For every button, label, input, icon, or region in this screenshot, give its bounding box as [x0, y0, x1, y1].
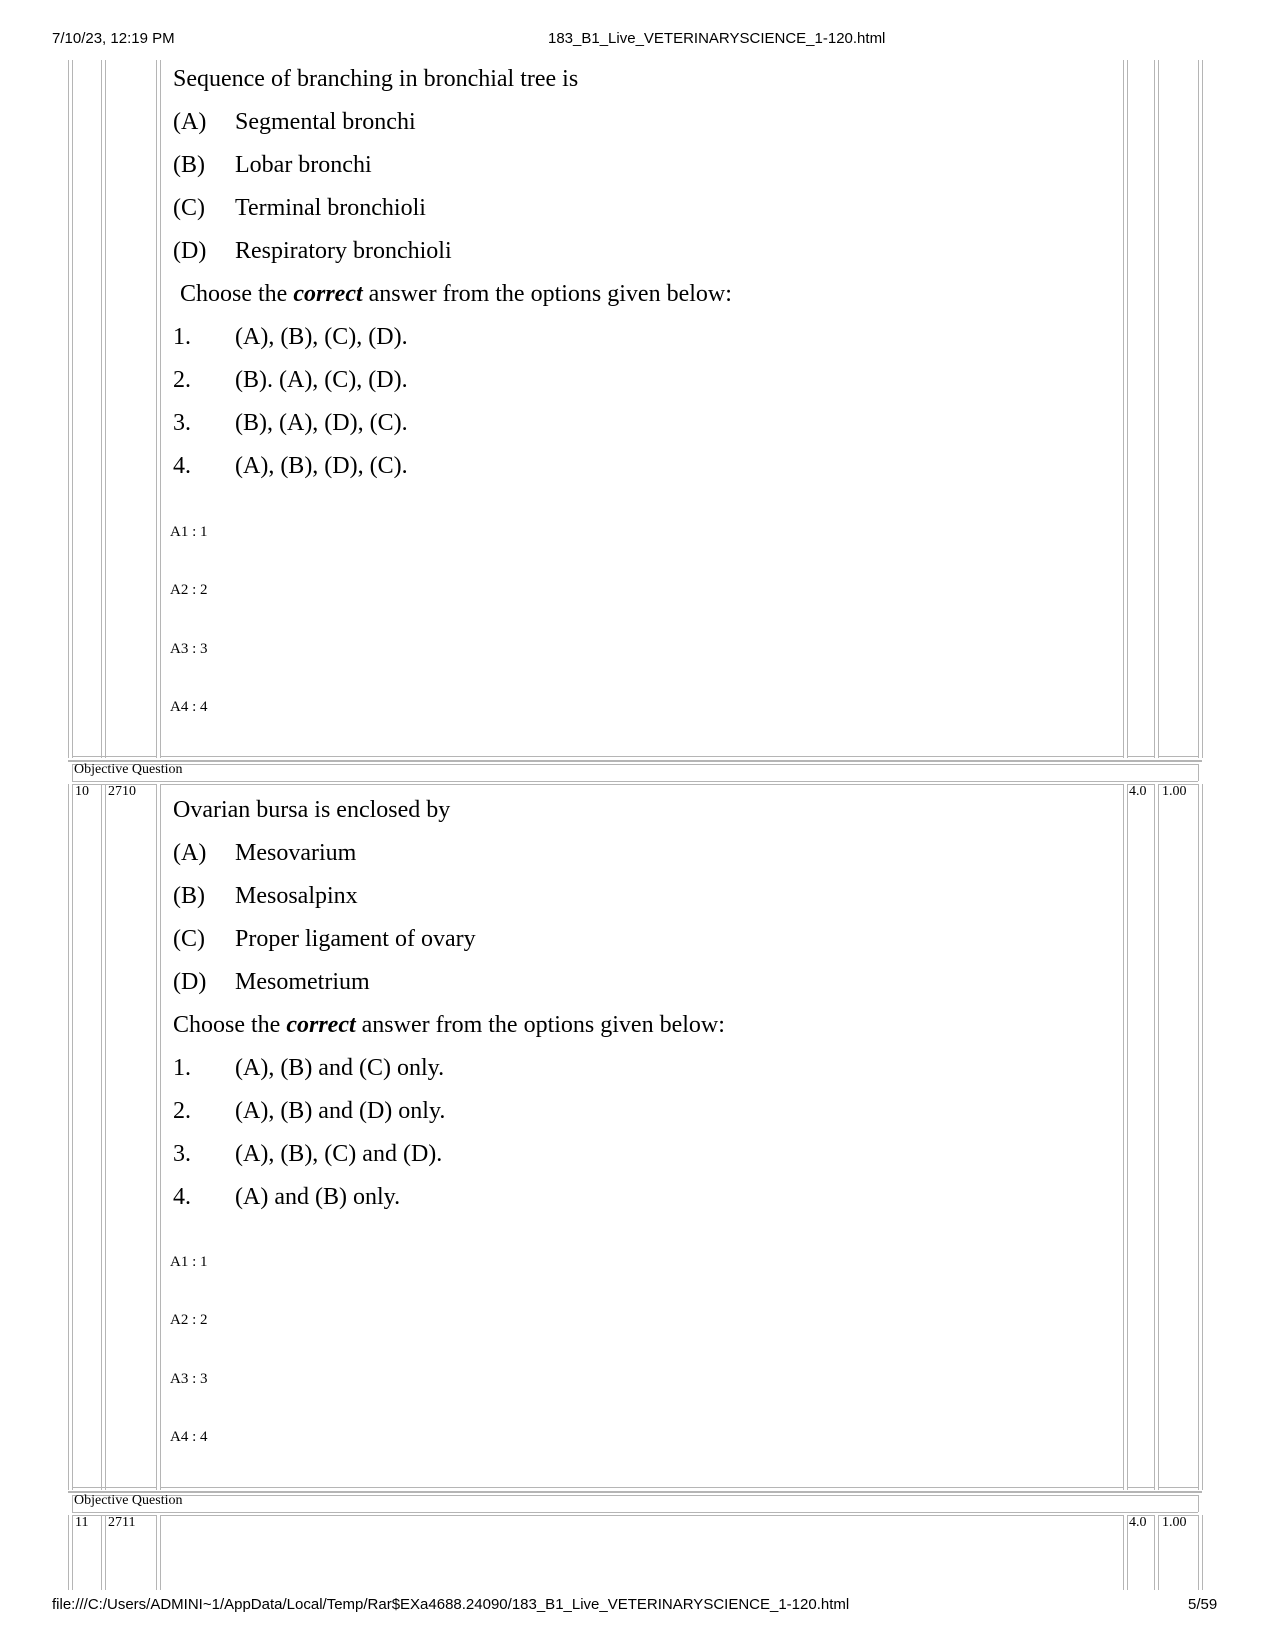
- choice-text: (A), (B) and (C) only.: [235, 1055, 445, 1081]
- instruction-post: answer from the options given below:: [361, 1012, 725, 1038]
- page-number: 5/59: [1188, 1596, 1218, 1613]
- answer-option: A3 : 3: [170, 641, 208, 657]
- print-datetime: 7/10/23, 12:19 PM: [52, 30, 175, 47]
- choice-text: (A) and (B) only.: [235, 1184, 401, 1210]
- item-text: Segmental bronchi: [235, 109, 416, 135]
- choice-number: 3.: [173, 410, 191, 436]
- answer-option: A2 : 2: [170, 582, 208, 598]
- answer-option: A4 : 4: [170, 699, 208, 715]
- section-label: Objective Question: [74, 1493, 183, 1508]
- choice-number: 1.: [173, 324, 191, 350]
- choice-number: 2.: [173, 367, 191, 393]
- negative-marks: 1.00: [1162, 1515, 1187, 1530]
- answer-option: A2 : 2: [170, 1312, 208, 1328]
- item-letter: (B): [173, 883, 205, 909]
- question-id: 2711: [108, 1515, 136, 1530]
- item-letter: (C): [173, 195, 205, 221]
- choice-number: 4.: [173, 1184, 191, 1210]
- choice-number: 1.: [173, 1055, 191, 1081]
- marks: 4.0: [1129, 784, 1147, 799]
- item-letter: (A): [173, 109, 207, 135]
- item-letter: (B): [173, 152, 205, 178]
- serial-number: 10: [75, 784, 89, 799]
- marks: 4.0: [1129, 1515, 1147, 1530]
- item-text: Proper ligament of ovary: [235, 926, 476, 952]
- answer-instruction: [180, 281, 732, 308]
- answer-instruction: [173, 1012, 725, 1039]
- item-letter: (D): [173, 969, 207, 995]
- answer-option: A1 : 1: [170, 1254, 208, 1270]
- item-text: Mesometrium: [235, 969, 370, 995]
- item-text: Mesosalpinx: [235, 883, 358, 909]
- instruction-emphasis: correct: [286, 1012, 356, 1038]
- instruction-pre: Choose the: [180, 281, 288, 307]
- item-letter: (D): [173, 238, 207, 264]
- instruction-post: answer from the options given below:: [368, 281, 732, 307]
- item-text: Lobar bronchi: [235, 152, 372, 178]
- section-label: Objective Question: [74, 762, 183, 777]
- serial-number: 11: [75, 1515, 89, 1530]
- question-stem: Ovarian bursa is enclosed by: [173, 797, 451, 823]
- choice-number: 2.: [173, 1098, 191, 1124]
- choice-number: 4.: [173, 453, 191, 479]
- question-stem: Sequence of branching in bronchial tree is: [173, 66, 579, 92]
- item-text: Terminal bronchioli: [235, 195, 426, 221]
- choice-text: (A), (B), (C), (D).: [235, 324, 408, 350]
- negative-marks: 1.00: [1162, 784, 1187, 799]
- choice-number: 3.: [173, 1141, 191, 1167]
- choice-text: (A), (B) and (D) only.: [235, 1098, 446, 1124]
- choice-text: (B), (A), (D), (C).: [235, 410, 408, 436]
- item-text: Respiratory bronchioli: [235, 238, 452, 264]
- choice-text: (A), (B), (C) and (D).: [235, 1141, 443, 1167]
- answer-option: A4 : 4: [170, 1429, 208, 1445]
- item-letter: (C): [173, 926, 205, 952]
- item-letter: (A): [173, 840, 207, 866]
- item-text: Mesovarium: [235, 840, 357, 866]
- choice-text: (B). (A), (C), (D).: [235, 367, 408, 393]
- question-id: 2710: [108, 784, 136, 799]
- instruction-pre: Choose the: [173, 1012, 281, 1038]
- file-path: file:///C:/Users/ADMINI~1/AppData/Local/Temp/Rar$EXa4688.24090/183_B1_Live_VETERINARYSCIENCE_1-120.html: [52, 1596, 850, 1613]
- instruction-emphasis: correct: [293, 281, 363, 307]
- document-title: 183_B1_Live_VETERINARYSCIENCE_1-120.html: [548, 30, 886, 47]
- choice-text: (A), (B), (D), (C).: [235, 453, 408, 479]
- answer-option: A1 : 1: [170, 524, 208, 540]
- answer-option: A3 : 3: [170, 1371, 208, 1387]
